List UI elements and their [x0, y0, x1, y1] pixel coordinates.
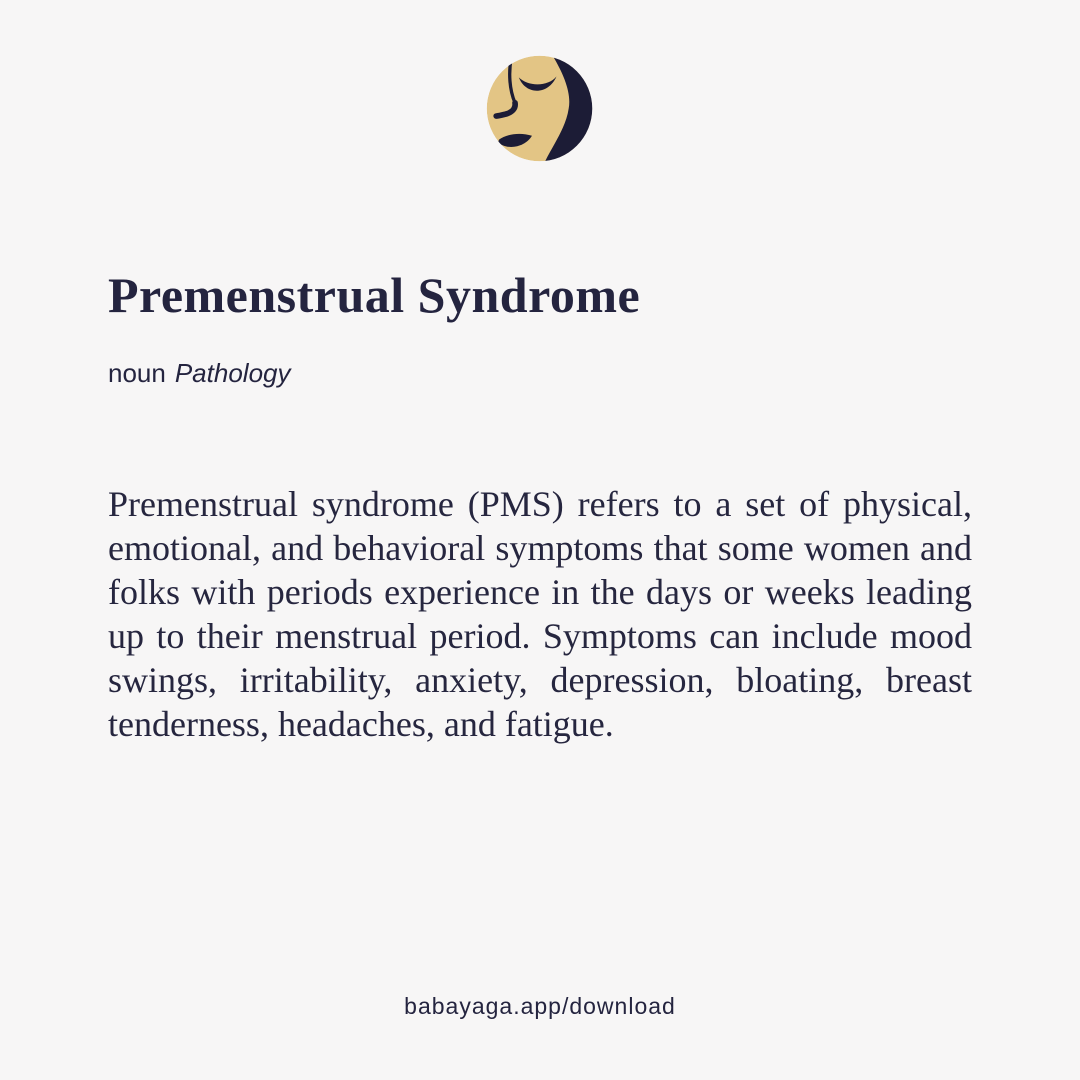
category-label: Pathology: [174, 358, 291, 388]
part-of-speech-label: noun: [108, 358, 166, 388]
page-title: Premenstrual Syndrome: [108, 267, 641, 323]
footer-url: babayaga.app/download: [404, 993, 676, 1019]
word-classification: [108, 358, 291, 389]
definition-text: Premenstrual syndrome (PMS) refers to a set of physical, emotional, and behavioral symptoms that some women and folks with periods experience in the days or weeks leading up to their menstrual period. Symptoms can include mood swings, irritability, anxiety, depression, bloating, breast tenderness, headaches, and fatigue.: [108, 484, 972, 744]
face-logo-icon: [483, 52, 596, 165]
face-logo-svg: [483, 52, 596, 165]
